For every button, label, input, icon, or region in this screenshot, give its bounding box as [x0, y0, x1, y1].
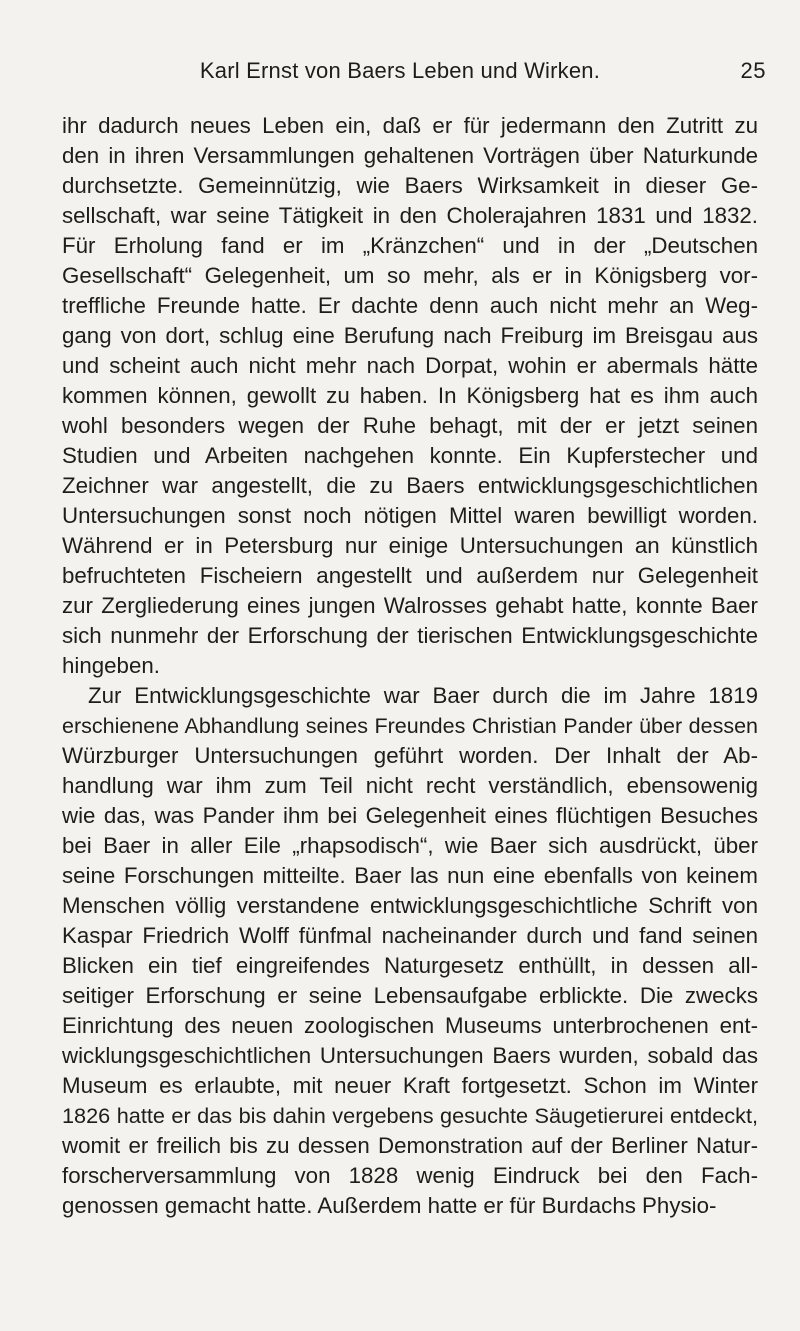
text-line: forscherversammlung von 1828 wenig Eindruck bei den Fach-	[62, 1163, 758, 1188]
text-line: bei Baer in aller Eile „rhapsodisch“, wie Baer sich ausdrückt, über	[62, 833, 758, 858]
text-line: seine Forschungen mitteilte. Baer las nun eine ebenfalls von keinem	[62, 863, 758, 888]
text-line: und scheint auch nicht mehr nach Dorpat, wohin er abermals hätte	[62, 353, 758, 378]
text-line: Blicken ein tief eingreifendes Naturgesetz enthüllt, in dessen all-	[62, 953, 758, 978]
body-text	[62, 111, 758, 1221]
paragraph-end-line: hingeben.	[62, 653, 160, 678]
page-number: 25	[740, 58, 766, 83]
text-line: Während er in Petersburg nur einige Untersuchungen an künstlich	[62, 533, 758, 558]
text-line: Menschen völlig verstandene entwicklungsgeschichtliche Schrift von	[62, 893, 758, 918]
text-line: erschienene Abhandlung seines Freundes Christian Pander über dessen	[62, 714, 758, 738]
text-line: seitiger Erforschung er seine Lebensaufgabe erblickte. Die zwecks	[62, 983, 758, 1008]
text-line: 1826 hatte er das bis dahin vergebens gesuchte Säugetierurei entdeckt,	[62, 1103, 758, 1128]
paragraph-first-line: Zur Entwicklungsgeschichte war Baer durch die im Jahre 1819	[88, 683, 758, 708]
text-line: Für Erholung fand er im „Kränzchen“ und in der „Deutschen	[62, 233, 758, 258]
text-line: durchsetzte. Gemeinnützig, wie Baers Wirksamkeit in dieser Ge-	[62, 173, 758, 198]
text-line: handlung war ihm zum Teil nicht recht verständlich, ebensowenig	[62, 773, 758, 798]
text-line: Würzburger Untersuchungen geführt worden. Der Inhalt der Ab-	[62, 743, 758, 768]
text-line: genossen gemacht hatte. Außerdem hatte er für Burdachs Physio-	[62, 1193, 717, 1218]
text-line: Museum es erlaubte, mit neuer Kraft fortgesetzt. Schon im Winter	[62, 1073, 758, 1098]
text-line: gang von dort, schlug eine Berufung nach Freiburg im Breisgau aus	[62, 323, 758, 348]
text-line: Kaspar Friedrich Wolff fünfmal nacheinander durch und fand seinen	[62, 923, 758, 948]
text-line: sich nunmehr der Erforschung der tierischen Entwicklungsgeschichte	[62, 623, 758, 648]
text-line: wohl besonders wegen der Ruhe behagt, mit der er jetzt seinen	[62, 413, 758, 438]
text-line: Gesellschaft“ Gelegenheit, um so mehr, als er in Königsberg vor-	[62, 263, 758, 288]
text-line: Untersuchungen sonst noch nötigen Mittel waren bewilligt worden.	[62, 503, 758, 528]
text-line: den in ihren Versammlungen gehaltenen Vorträgen über Naturkunde	[62, 143, 758, 168]
text-line: Einrichtung des neuen zoologischen Museums unterbrochenen ent-	[62, 1013, 758, 1038]
running-header-title: Karl Ernst von Baers Leben und Wirken.	[199, 58, 601, 83]
text-line: befruchteten Fischeiern angestellt und außerdem nur Gelegenheit	[62, 563, 758, 588]
text-line: sellschaft, war seine Tätigkeit in den Cholerajahren 1831 und 1832.	[62, 203, 758, 228]
text-line: zur Zergliederung eines jungen Walrosses gehabt hatte, konnte Baer	[62, 593, 758, 618]
text-line: ihr dadurch neues Leben ein, daß er für jedermann den Zutritt zu	[62, 113, 758, 138]
text-line: treffliche Freunde hatte. Er dachte denn auch nicht mehr an Weg-	[62, 293, 758, 318]
text-line: womit er freilich bis zu dessen Demonstration auf der Berliner Natur-	[62, 1133, 758, 1158]
text-line: Zeichner war angestellt, die zu Baers entwicklungsgeschichtlichen	[62, 473, 758, 498]
text-line: kommen können, gewollt zu haben. In Königsberg hat es ihm auch	[62, 383, 758, 408]
text-line: wicklungsgeschichtlichen Untersuchungen Baers wurden, sobald das	[62, 1043, 758, 1068]
text-line: Studien und Arbeiten nachgehen konnte. Ein Kupferstecher und	[62, 443, 758, 468]
text-line: wie das, was Pander ihm bei Gelegenheit eines flüchtigen Besuches	[62, 803, 758, 828]
